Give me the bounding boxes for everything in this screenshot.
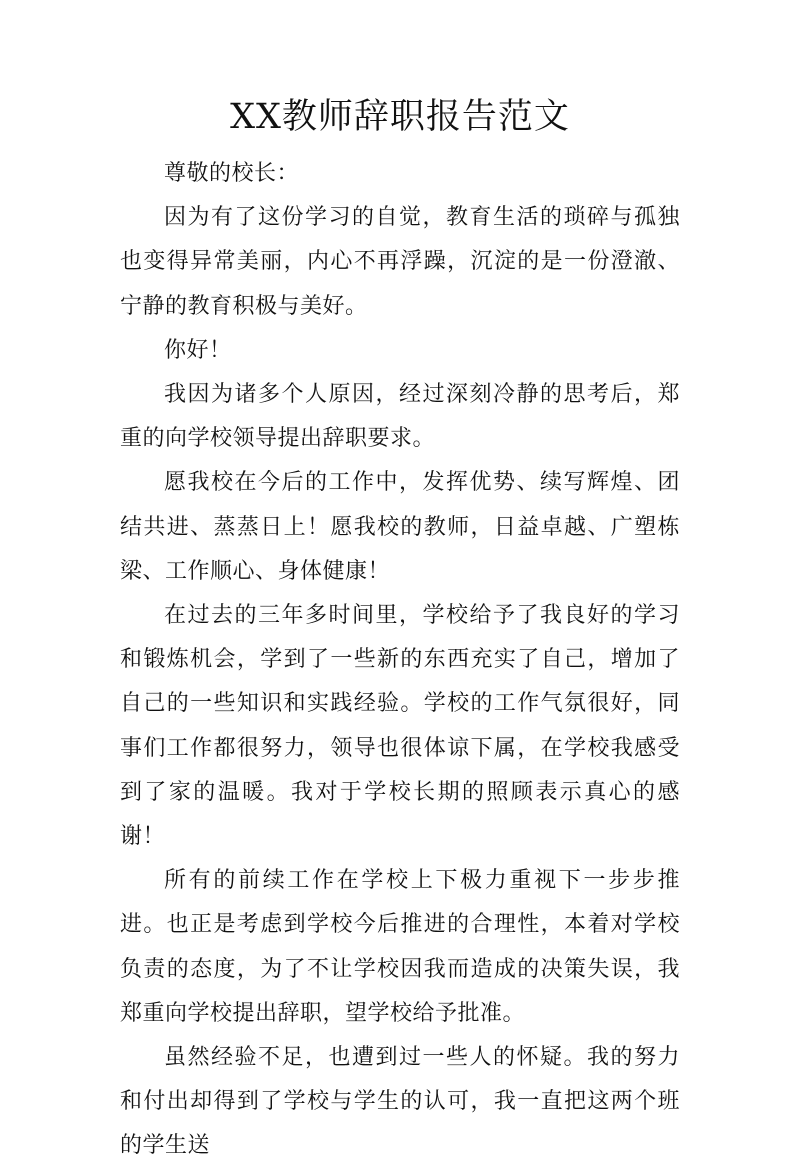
document-body — [120, 152, 680, 1169]
paragraph: 虽然经验不足，也遭到过一些人的怀疑。我的努力和付出却得到了学校与学生的认可，我一直把这两个班的学生送 — [120, 1045, 680, 1159]
paragraph: 我因为诸多个人原因，经过深刻冷静的思考后，郑重的向学校领导提出辞职要求。 — [120, 382, 680, 452]
greeting: 你好！ — [164, 337, 232, 363]
salutation: 尊敬的校长： — [164, 161, 300, 186]
paragraph: 所有的前续工作在学校上下极力重视下一步步推进。也正是考虑到学校今后推进的合理性，本着对学校负责的态度，为了不让学校因我而造成的决策失误，我郑重向学校提出辞职，望学校给予批准。 — [120, 868, 680, 1026]
document-title: XX教师辞职报告范文 — [230, 97, 570, 137]
paragraph: 在过去的三年多时间里，学校给予了我良好的学习和锻炼机会，学到了一些新的东西充实了自己，增加了自己的一些知识和实践经验。学校的工作气氛很好，同事们工作都很努力，领导也很体谅下属，在学校我感受到了家的温暖。我对于学校长期的照顾表示真心的感谢！ — [120, 603, 680, 850]
paragraph: 因为有了这份学习的自觉，教育生活的琐碎与孤独也变得异常美丽，内心不再浮躁，沉淀的是一份澄澈、宁静的教育积极与美好。 — [120, 205, 680, 319]
paragraph: 愿我校在今后的工作中，发挥优势、续写辉煌、团结共进、蒸蒸日上！愿我校的教师，日益卓越、广塑栋梁、工作顺心、身体健康！ — [120, 470, 680, 584]
